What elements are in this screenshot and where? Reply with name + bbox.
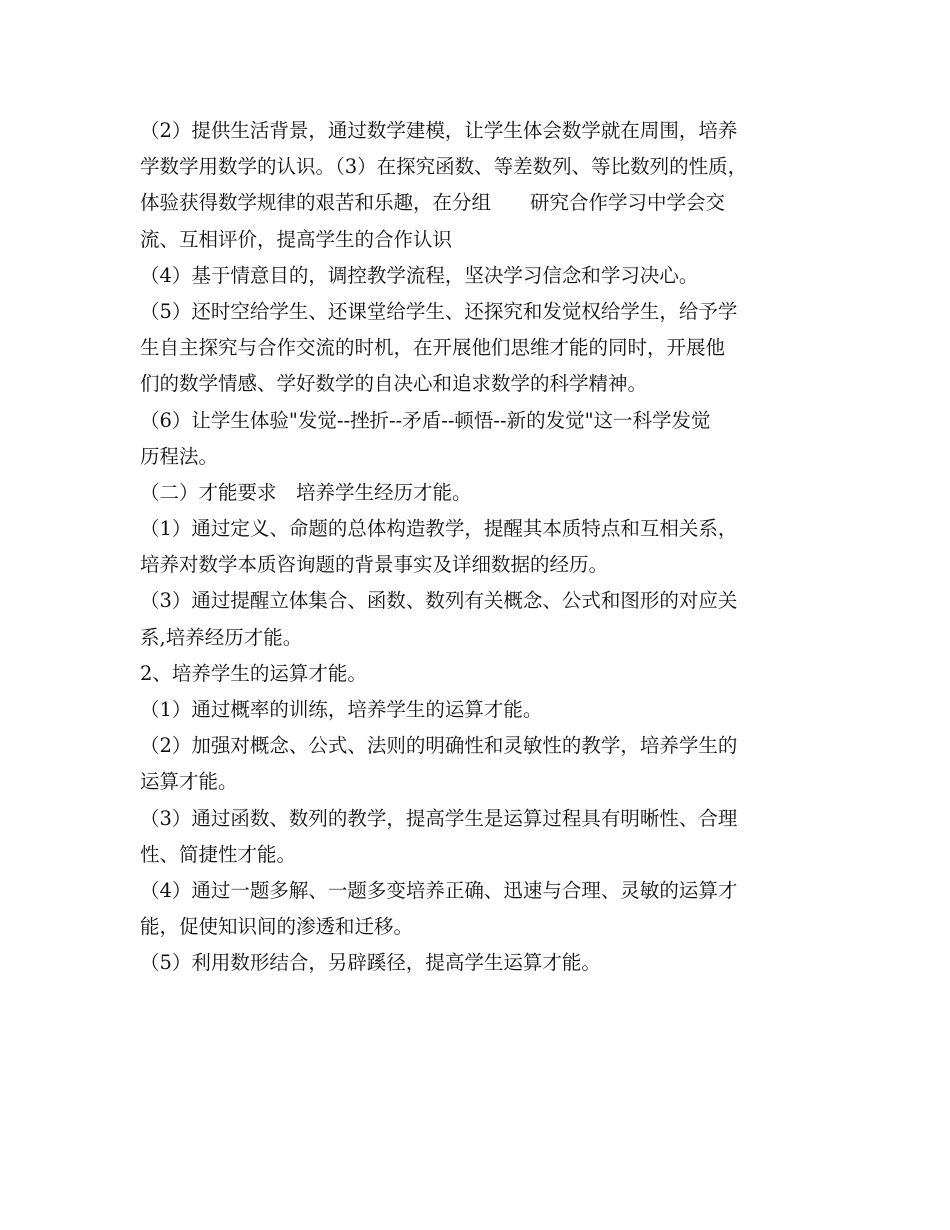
text-line: 学数学用数学的认识。（3）在探究函数、等差数列、等比数列的性质，	[140, 155, 748, 179]
text-line: 系,培养经历才能。	[140, 625, 303, 649]
text-line: 流、互相评价，提高学生的合作认识	[140, 227, 453, 251]
text-line: 生自主探究与合作交流的时机，在开展他们思维才能的同时，开展他	[140, 336, 726, 360]
text-line: （3）通过提醒立体集合、函数、数列有关概念、公式和图形的对应关	[140, 589, 738, 613]
text-line: 们的数学情感、学好数学的自决心和追求数学的科学精神。	[140, 372, 648, 396]
text-line: 培养对数学本质咨询题的背景事实及详细数据的经历。	[140, 553, 609, 577]
text-line: （4）基于情意目的，调控教学流程，坚决学习信念和学习决心。	[140, 263, 699, 287]
text-line: 体验获得数学规律的艰苦和乐趣，在分组 研究合作学习中学会交	[140, 191, 726, 215]
text-line: （3）通过函数、数列的教学，提高学生是运算过程具有明晰性、合理	[140, 806, 738, 830]
text-line: （2）加强对概念、公式、法则的明确性和灵敏性的教学，培养学生的	[140, 734, 738, 758]
text-line: （5）利用数形结合，另辟蹊径，提高学生运算才能。	[140, 951, 601, 975]
text-line: （1）通过定义、命题的总体构造教学，提醒其本质特点和互相关系，	[140, 517, 738, 541]
text-line: 运算才能。	[140, 770, 238, 794]
text-line: （1）通过概率的训练，培养学生的运算才能。	[140, 698, 543, 721]
text-line: （2）提供生活背景，通过数学建模，让学生体会数学就在周围，培养	[140, 119, 738, 142]
text-line: 能，促使知识间的渗透和迁移。	[140, 915, 414, 939]
section-heading: （二）才能要求 培养学生经历才能。	[140, 480, 472, 504]
text-line: （5）还时空给学生、还课堂给学生、还探究和发觉权给学生，给予学	[140, 299, 738, 323]
section-heading: 2、培养学生的运算才能。	[140, 661, 367, 685]
document-body	[140, 113, 820, 982]
text-line: （4）通过一题多解、一题多变培养正确、迅速与合理、灵敏的运算才	[140, 878, 738, 902]
text-line: 性、简捷性才能。	[140, 842, 297, 866]
text-line: （6）让学生体验"发觉--挫折--矛盾--顿悟--新的发觉"这一科学发觉	[140, 408, 711, 432]
text-line: 历程法。	[140, 444, 219, 468]
